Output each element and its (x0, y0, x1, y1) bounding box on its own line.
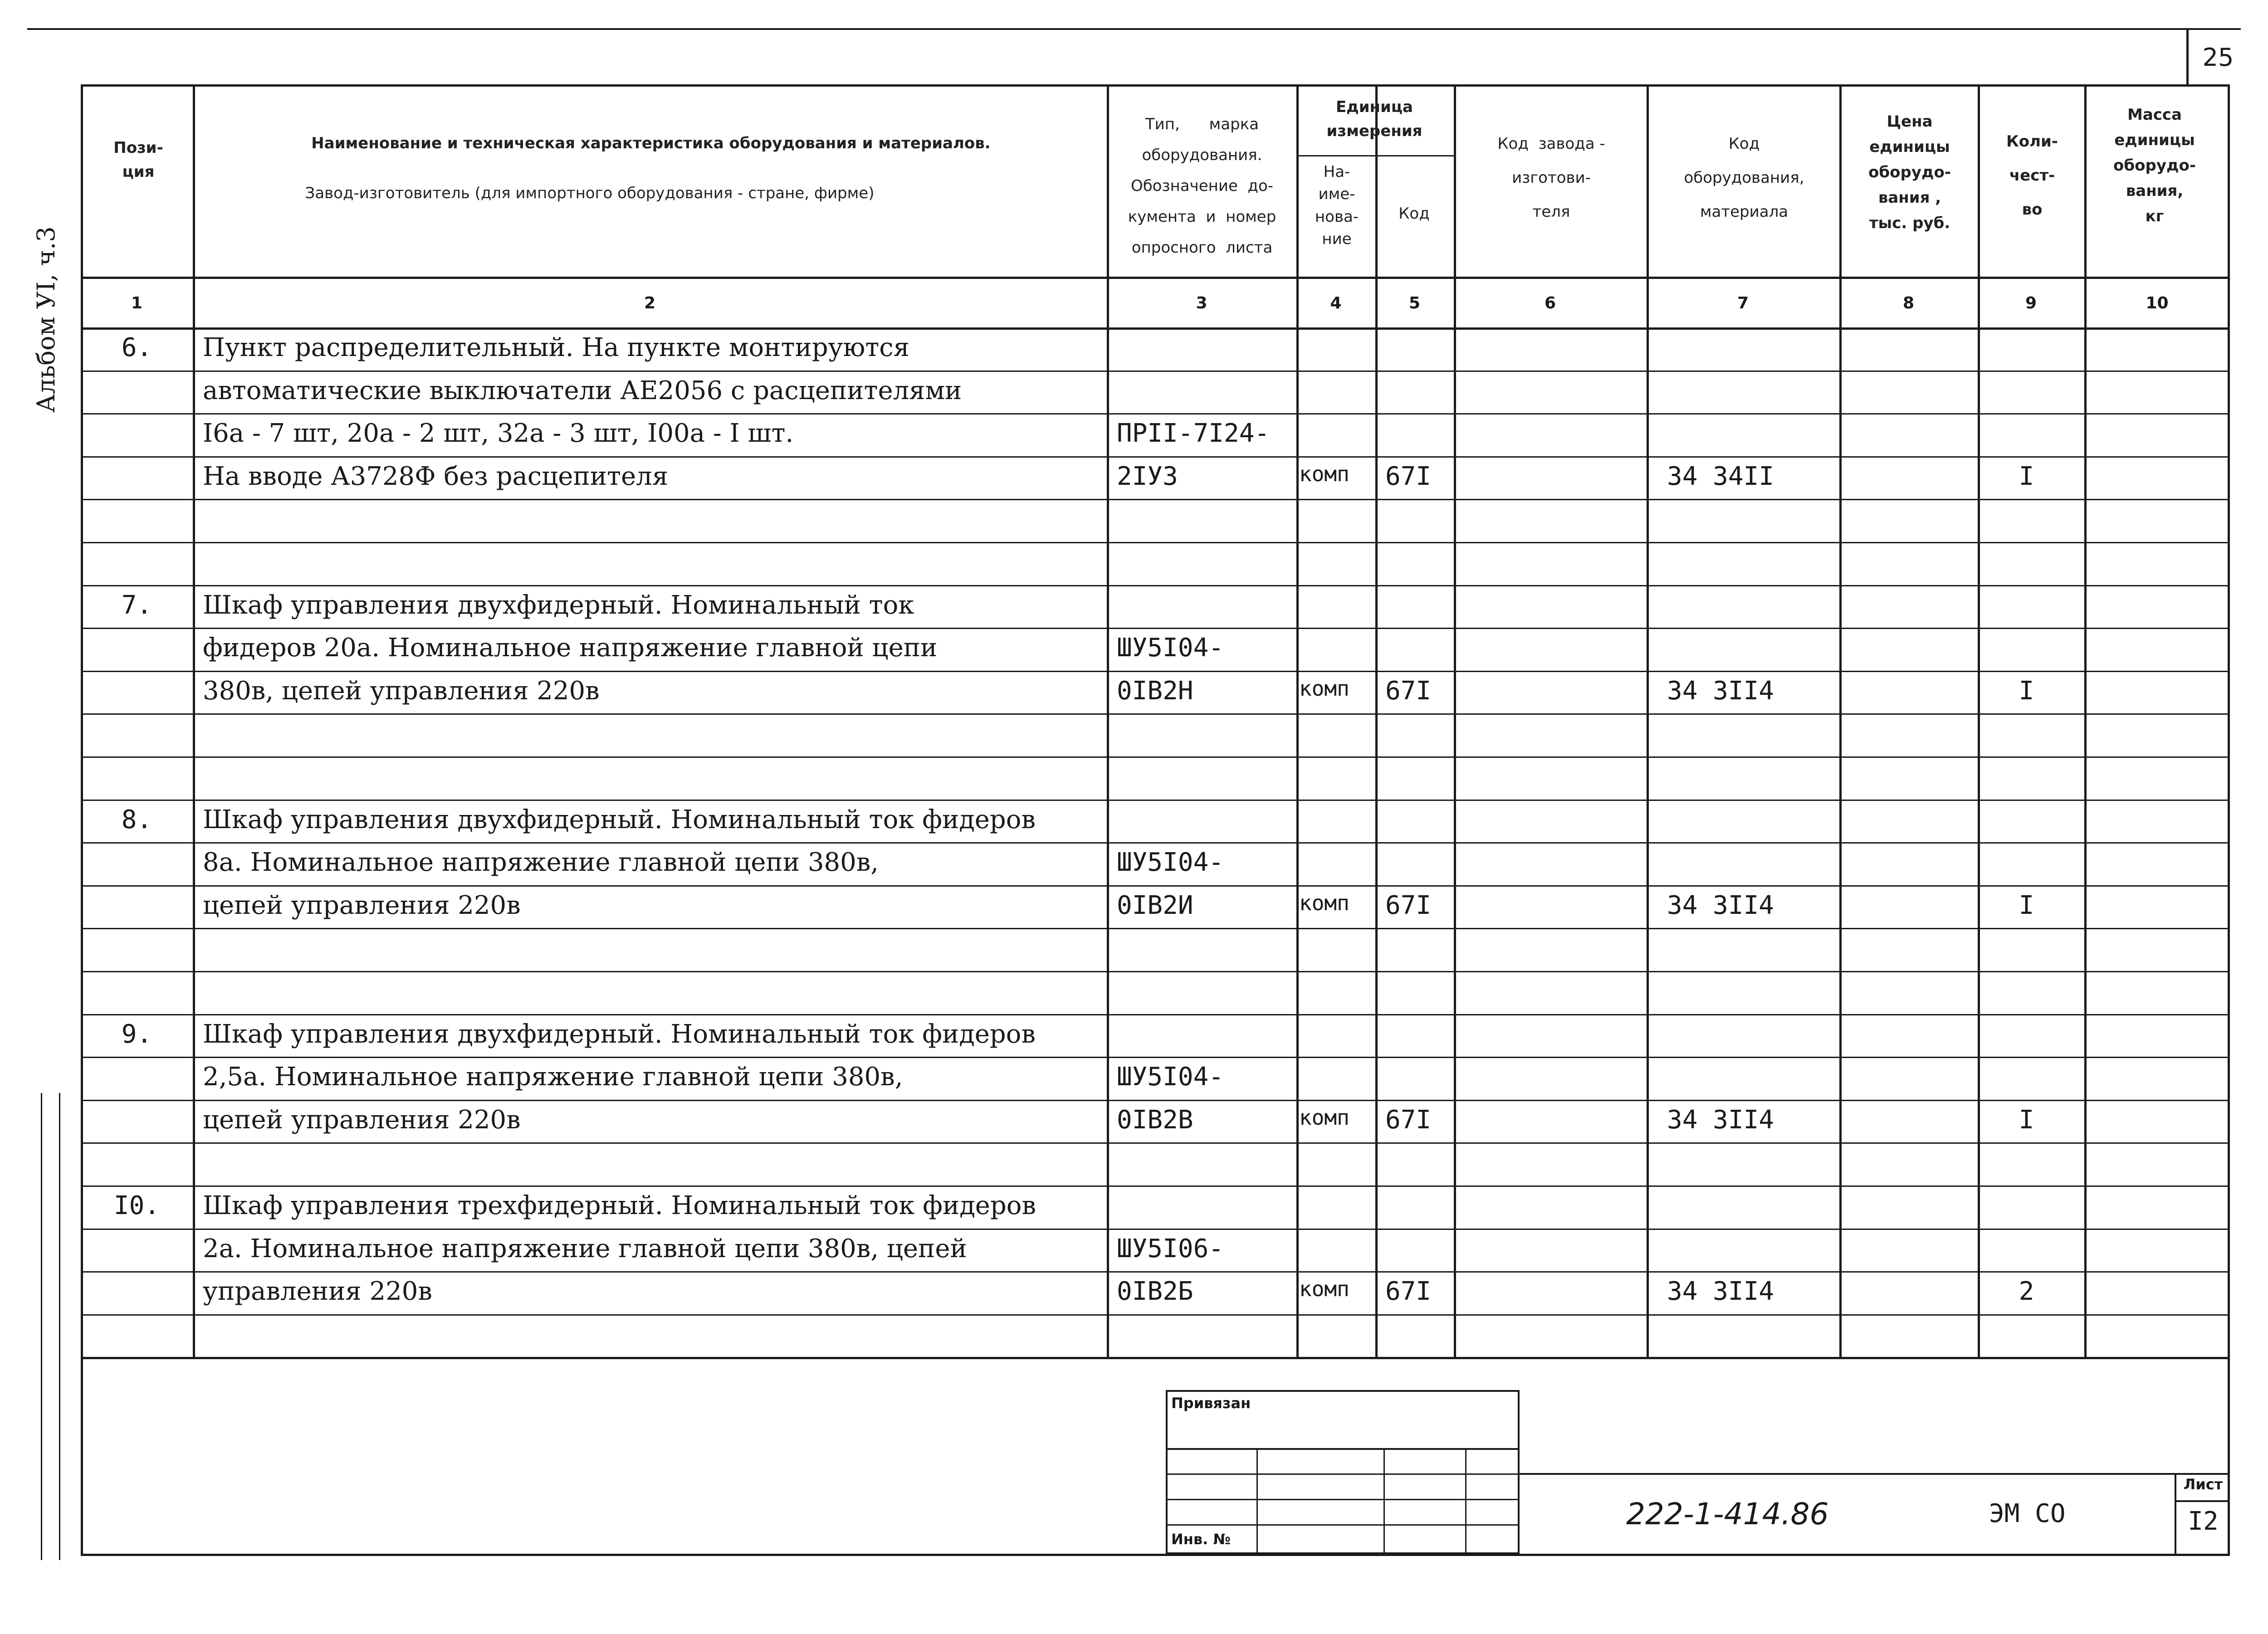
header-price: Цена единицы оборудо- вания , тыс. руб. (1868, 112, 1951, 233)
row-type-mark: ШУ5I06- (1117, 1234, 1224, 1263)
row-description: 2а. Номинальное напряжение главной цепи 380в, цепей (203, 1234, 967, 1263)
row-divider (81, 800, 2230, 801)
row-divider (81, 371, 2230, 372)
row-type-mark: 0IВ2И (1117, 890, 1193, 920)
row-description: I6а - 7 шт, 20а - 2 шт, 32а - 3 шт, I00а - I шт. (203, 419, 794, 449)
page-number: 25 (2202, 43, 2234, 72)
row-description: Шкаф управления трехфидерный. Номинальный ток фидеров (203, 1191, 1036, 1220)
column-divider-7 (1839, 84, 1842, 1357)
row-divider (81, 499, 2230, 500)
row-type-mark: ШУ5I04- (1117, 1062, 1224, 1092)
column-number-4: 4 (1330, 294, 1342, 312)
row-quantity: 2 (2019, 1277, 2034, 1307)
row-divider (81, 842, 2230, 844)
row-divider (81, 1057, 2230, 1058)
row-quantity: I (2019, 676, 2034, 706)
sheet-box (2175, 1473, 2230, 1554)
row-divider (81, 1142, 2230, 1144)
top-rule (27, 28, 2241, 30)
row-divider (81, 585, 2230, 586)
header-bottom-rule (81, 277, 2230, 279)
stamp-bound-box (1166, 1390, 1520, 1554)
column-divider-8 (1978, 84, 1980, 1357)
row-description: фидеров 20а. Номинальное напряжение главной цепи (203, 633, 938, 663)
row-divider (81, 1271, 2230, 1273)
row-description: Шкаф управления двухфидерный. Номинальный ток фидеров (203, 805, 1036, 834)
row-divider (81, 1185, 2230, 1187)
table-bottom-rule (81, 1357, 2230, 1359)
row-divider (81, 1100, 2230, 1101)
row-description: цепей управления 220в (203, 890, 521, 920)
stamp-inv-label: Инв. № (1171, 1531, 1231, 1548)
column-number-7: 7 (1737, 294, 1749, 312)
sheet-number: I2 (2188, 1507, 2219, 1536)
row-type-mark: 0IВ2В (1117, 1105, 1193, 1135)
row-divider (81, 542, 2230, 543)
row-divider (81, 971, 2230, 972)
side-label: Альбом УI, ч.3 (32, 226, 60, 413)
binding-strip-left (41, 1093, 42, 1560)
row-type-mark: 0IВ2Н (1117, 676, 1193, 706)
row-equipment-code: 34 3II4 (1667, 1105, 1774, 1135)
column-divider-2 (1107, 84, 1109, 1357)
column-number-9: 9 (2025, 294, 2037, 312)
column-divider-4 (1375, 84, 1378, 1357)
row-divider (81, 928, 2230, 929)
column-number-5: 5 (1408, 294, 1421, 312)
row-divider (81, 413, 2230, 415)
row-divider (81, 756, 2230, 758)
row-unit-name: комп (1299, 461, 1349, 486)
column-divider-1 (193, 84, 195, 1357)
stamp-bound-label: Привязан (1171, 1395, 1251, 1412)
row-unit-code: 67I (1385, 676, 1432, 706)
stamp-vline-2 (1383, 1448, 1385, 1554)
row-unit-name: комп (1299, 1277, 1349, 1302)
row-quantity: I (2019, 1105, 2034, 1135)
row-position: 9. (121, 1019, 152, 1049)
row-type-mark: 2IУ3 (1117, 461, 1178, 491)
row-type-mark: 0IВ2Б (1117, 1277, 1193, 1307)
header-unit-code: Код (1398, 205, 1430, 223)
row-type-mark: ШУ5I04- (1117, 848, 1224, 878)
header-unit-name: На- име- нова- ние (1315, 163, 1359, 248)
row-unit-name: комп (1299, 1105, 1349, 1130)
header-manufacturer-code: Код завода - изготови- теля (1497, 135, 1605, 221)
header-quantity: Коли- чест- во (2006, 132, 2058, 219)
row-unit-code: 67I (1385, 461, 1432, 491)
row-description: Шкаф управления двухфидерный. Номинальный ток (203, 590, 914, 620)
row-type-mark: ШУ5I04- (1117, 633, 1224, 663)
header-name-line1: Наименование и техническая характеристика оборудования и материалов. (311, 134, 991, 152)
row-unit-code: 67I (1385, 1277, 1432, 1307)
document-code: 222-1-414.86 (1626, 1497, 1829, 1532)
stamp-vline-1 (1256, 1448, 1258, 1554)
row-description: 2,5а. Номинальное напряжение главной цепи 380в, (203, 1062, 903, 1092)
column-number-3: 3 (1196, 294, 1207, 312)
column-divider-5 (1454, 84, 1456, 1357)
column-divider-6 (1647, 84, 1649, 1357)
row-equipment-code: 34 3II4 (1667, 890, 1774, 920)
column-number-10: 10 (2146, 294, 2169, 312)
document-mark: ЭМ СО (1989, 1499, 2066, 1528)
row-unit-code: 67I (1385, 890, 1432, 920)
binding-strip-mid (59, 1093, 60, 1560)
header-unit-group: Единица измерения (1326, 98, 1422, 140)
row-unit-code: 67I (1385, 1105, 1432, 1135)
row-description: 8а. Номинальное напряжение главной цепи 380в, (203, 848, 879, 878)
row-description: На вводе А3728Ф без расцепителя (203, 461, 669, 491)
row-quantity: I (2019, 461, 2034, 491)
row-equipment-code: 34 3II4 (1667, 676, 1774, 706)
unit-group-divider (1296, 155, 1454, 156)
row-quantity: I (2019, 890, 2034, 920)
stamp-doc-line (1518, 1473, 2230, 1475)
column-number-8: 8 (1902, 294, 1915, 312)
row-description: управления 220в (203, 1277, 432, 1307)
row-description: цепей управления 220в (203, 1105, 521, 1135)
sheet-box-divider (2176, 1500, 2230, 1502)
row-divider (81, 1229, 2230, 1230)
header-name-line2: Завод-изготовитель (для импортного оборудования - стране, фирме) (305, 184, 875, 202)
sheet-label: Лист (2183, 1476, 2223, 1493)
row-equipment-code: 34 3II4 (1667, 1277, 1774, 1307)
row-description: автоматические выключатели АЕ2056 с расцепителями (203, 376, 962, 405)
column-divider-9 (2084, 84, 2087, 1357)
row-description: Шкаф управления двухфидерный. Номинальный ток фидеров (203, 1019, 1036, 1049)
header-type: Тип, марка оборудования. Обозначение до- кумента и номер опросного листа (1128, 115, 1276, 257)
page-number-box-left (2186, 28, 2189, 86)
row-position: 6. (121, 333, 152, 362)
row-unit-name: комп (1299, 676, 1349, 701)
row-position: 8. (121, 805, 152, 834)
row-unit-name: комп (1299, 890, 1349, 915)
row-divider (81, 885, 2230, 887)
row-equipment-code: 34 34II (1667, 461, 1774, 491)
column-number-1: 1 (131, 294, 143, 312)
column-number-6: 6 (1544, 294, 1556, 312)
column-divider-3 (1296, 84, 1299, 1357)
row-divider (81, 671, 2230, 672)
row-divider (81, 713, 2230, 715)
header-mass: Масса единицы оборудо- вания, кг (2113, 106, 2196, 226)
header-position: Пози- ция (113, 139, 163, 181)
column-number-2: 2 (644, 294, 656, 312)
row-type-mark: ПРII-7I24- (1117, 419, 1270, 449)
row-divider (81, 1014, 2230, 1015)
row-position: I0. (113, 1191, 160, 1220)
row-description: Пункт распределительный. На пункте монтируются (203, 333, 909, 362)
column-numbers-bottom-rule (81, 327, 2230, 330)
stamp-vline-3 (1465, 1448, 1466, 1554)
row-divider (81, 1314, 2230, 1316)
row-description: 380в, цепей управления 220в (203, 676, 600, 706)
header-equipment-code: Код оборудования, материала (1684, 135, 1804, 221)
row-divider (81, 628, 2230, 629)
row-divider (81, 456, 2230, 458)
row-position: 7. (121, 590, 152, 620)
